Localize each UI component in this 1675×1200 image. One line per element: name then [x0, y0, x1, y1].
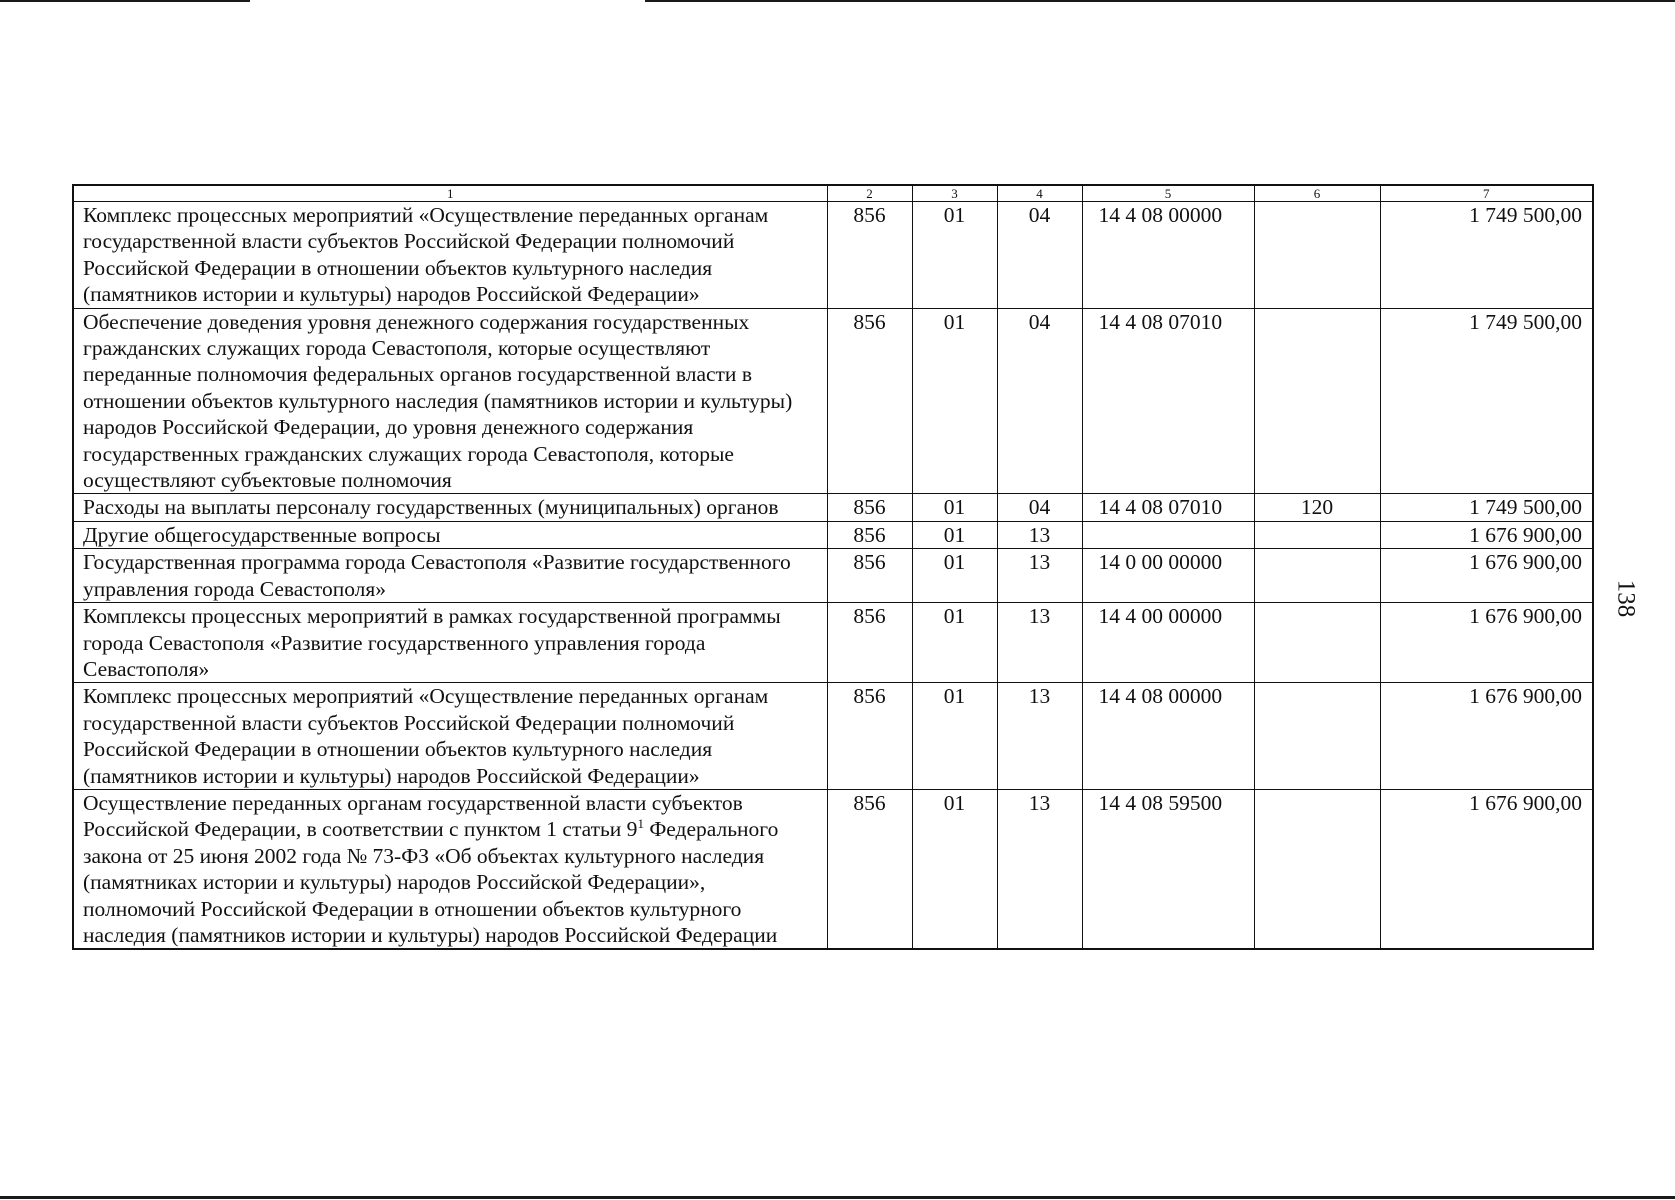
subsection-cell: 13: [997, 789, 1082, 949]
subsection-cell: 04: [997, 494, 1082, 521]
section-cell: 01: [912, 494, 997, 521]
target-article-cell: 14 0 00 00000: [1082, 549, 1254, 603]
admin-code-cell: 856: [827, 683, 912, 790]
column-header: 3: [912, 185, 997, 202]
budget-table: [72, 184, 1594, 950]
row-name-cell: [73, 789, 827, 949]
column-header: 4: [997, 185, 1082, 202]
amount-cell: 1 676 900,00: [1380, 603, 1593, 683]
table-row: [73, 308, 1593, 494]
table-row: [73, 549, 1593, 603]
column-header: 1: [73, 185, 827, 202]
amount-cell: 1 676 900,00: [1380, 683, 1593, 790]
amount-cell: 1 676 900,00: [1380, 521, 1593, 548]
target-article-cell: 14 4 08 00000: [1082, 202, 1254, 309]
target-article-cell: 14 4 00 00000: [1082, 603, 1254, 683]
row-name-cell: Расходы на выплаты персоналу государственных (муниципальных) органов: [73, 494, 827, 521]
admin-code-cell: 856: [827, 202, 912, 309]
row-name-cell: Комплекс процессных мероприятий «Осуществление переданных органам государственной власти субъектов Российской Федерации полномочий Российской Федерации в отношении объектов культурного наследия (памятников истории и культуры) народов Российской Федерации»: [73, 683, 827, 790]
row-name-cell: Обеспечение доведения уровня денежного содержания государственных гражданских служащих города Севастополя, которые осуществляют переданные полномочия федеральных органов государственной власти в отношении объектов культурного наследия (памятников истории и культуры) народов Российской Федерации, до уровня денежного содержания государственных гражданских служащих города Севастополя, которые осуществляют субъектовые полномочия: [73, 308, 827, 494]
amount-cell: 1 749 500,00: [1380, 202, 1593, 309]
admin-code-cell: 856: [827, 549, 912, 603]
expense-type-cell: [1254, 202, 1380, 309]
table-row: [73, 683, 1593, 790]
amount-cell: 1 749 500,00: [1380, 494, 1593, 521]
section-cell: 01: [912, 308, 997, 494]
table-row: [73, 202, 1593, 309]
expense-type-cell: [1254, 789, 1380, 949]
section-cell: 01: [912, 202, 997, 309]
subsection-cell: 13: [997, 683, 1082, 790]
target-article-cell: 14 4 08 00000: [1082, 683, 1254, 790]
amount-cell: 1 676 900,00: [1380, 789, 1593, 949]
amount-cell: 1 749 500,00: [1380, 308, 1593, 494]
subsection-cell: 04: [997, 202, 1082, 309]
page-number: 138: [1612, 579, 1640, 618]
admin-code-cell: 856: [827, 789, 912, 949]
admin-code-cell: 856: [827, 494, 912, 521]
scan-edge-line-bottom: [0, 1196, 1675, 1199]
expense-type-cell: [1254, 308, 1380, 494]
row-name-cell: Комплекс процессных мероприятий «Осуществление переданных органам государственной власти субъектов Российской Федерации полномочий Российской Федерации в отношении объектов культурного наследия (памятников истории и культуры) народов Российской Федерации»: [73, 202, 827, 309]
expense-type-cell: [1254, 549, 1380, 603]
table-row: [73, 603, 1593, 683]
article-superscript: 1: [637, 816, 644, 832]
expense-type-cell: [1254, 603, 1380, 683]
column-header: 2: [827, 185, 912, 202]
table-row: [73, 789, 1593, 949]
scan-edge-line-top-left: [0, 0, 250, 2]
table-row: [73, 521, 1593, 548]
section-cell: 01: [912, 549, 997, 603]
subsection-cell: 13: [997, 549, 1082, 603]
column-header: 7: [1380, 185, 1593, 202]
expense-type-cell: [1254, 521, 1380, 548]
scan-edge-line-top-right: [645, 0, 1675, 2]
row-name-cell: Комплексы процессных мероприятий в рамках государственной программы города Севастополя «Развитие государственного управления города Севастополя»: [73, 603, 827, 683]
admin-code-cell: 856: [827, 521, 912, 548]
column-header: 6: [1254, 185, 1380, 202]
row-name-text: Осуществление переданных органам государственной власти субъектов Российской Федерации, в соответствии с пунктом 1 статьи 9: [83, 790, 743, 842]
row-name-text: Федерального закона от 25 июня 2002 года № 73-ФЗ «Об объектах культурного наследия (памятниках истории и культуры) народов Российской Федерации», полномочий Российской Федерации в отношении объектов культурного наследия (памятников истории и культуры) народов Российской Федерации: [83, 817, 779, 947]
target-article-cell: [1082, 521, 1254, 548]
subsection-cell: 13: [997, 603, 1082, 683]
section-cell: 01: [912, 603, 997, 683]
subsection-cell: 04: [997, 308, 1082, 494]
section-cell: 01: [912, 789, 997, 949]
row-name-cell: Государственная программа города Севастополя «Развитие государственного управления города Севастополя»: [73, 549, 827, 603]
table-header-row: [73, 185, 1593, 202]
table-row: [73, 494, 1593, 521]
section-cell: 01: [912, 521, 997, 548]
section-cell: 01: [912, 683, 997, 790]
target-article-cell: 14 4 08 07010: [1082, 308, 1254, 494]
target-article-cell: 14 4 08 07010: [1082, 494, 1254, 521]
target-article-cell: 14 4 08 59500: [1082, 789, 1254, 949]
row-name-cell: Другие общегосударственные вопросы: [73, 521, 827, 548]
admin-code-cell: 856: [827, 308, 912, 494]
column-header: 5: [1082, 185, 1254, 202]
admin-code-cell: 856: [827, 603, 912, 683]
amount-cell: 1 676 900,00: [1380, 549, 1593, 603]
expense-type-cell: 120: [1254, 494, 1380, 521]
subsection-cell: 13: [997, 521, 1082, 548]
expense-type-cell: [1254, 683, 1380, 790]
